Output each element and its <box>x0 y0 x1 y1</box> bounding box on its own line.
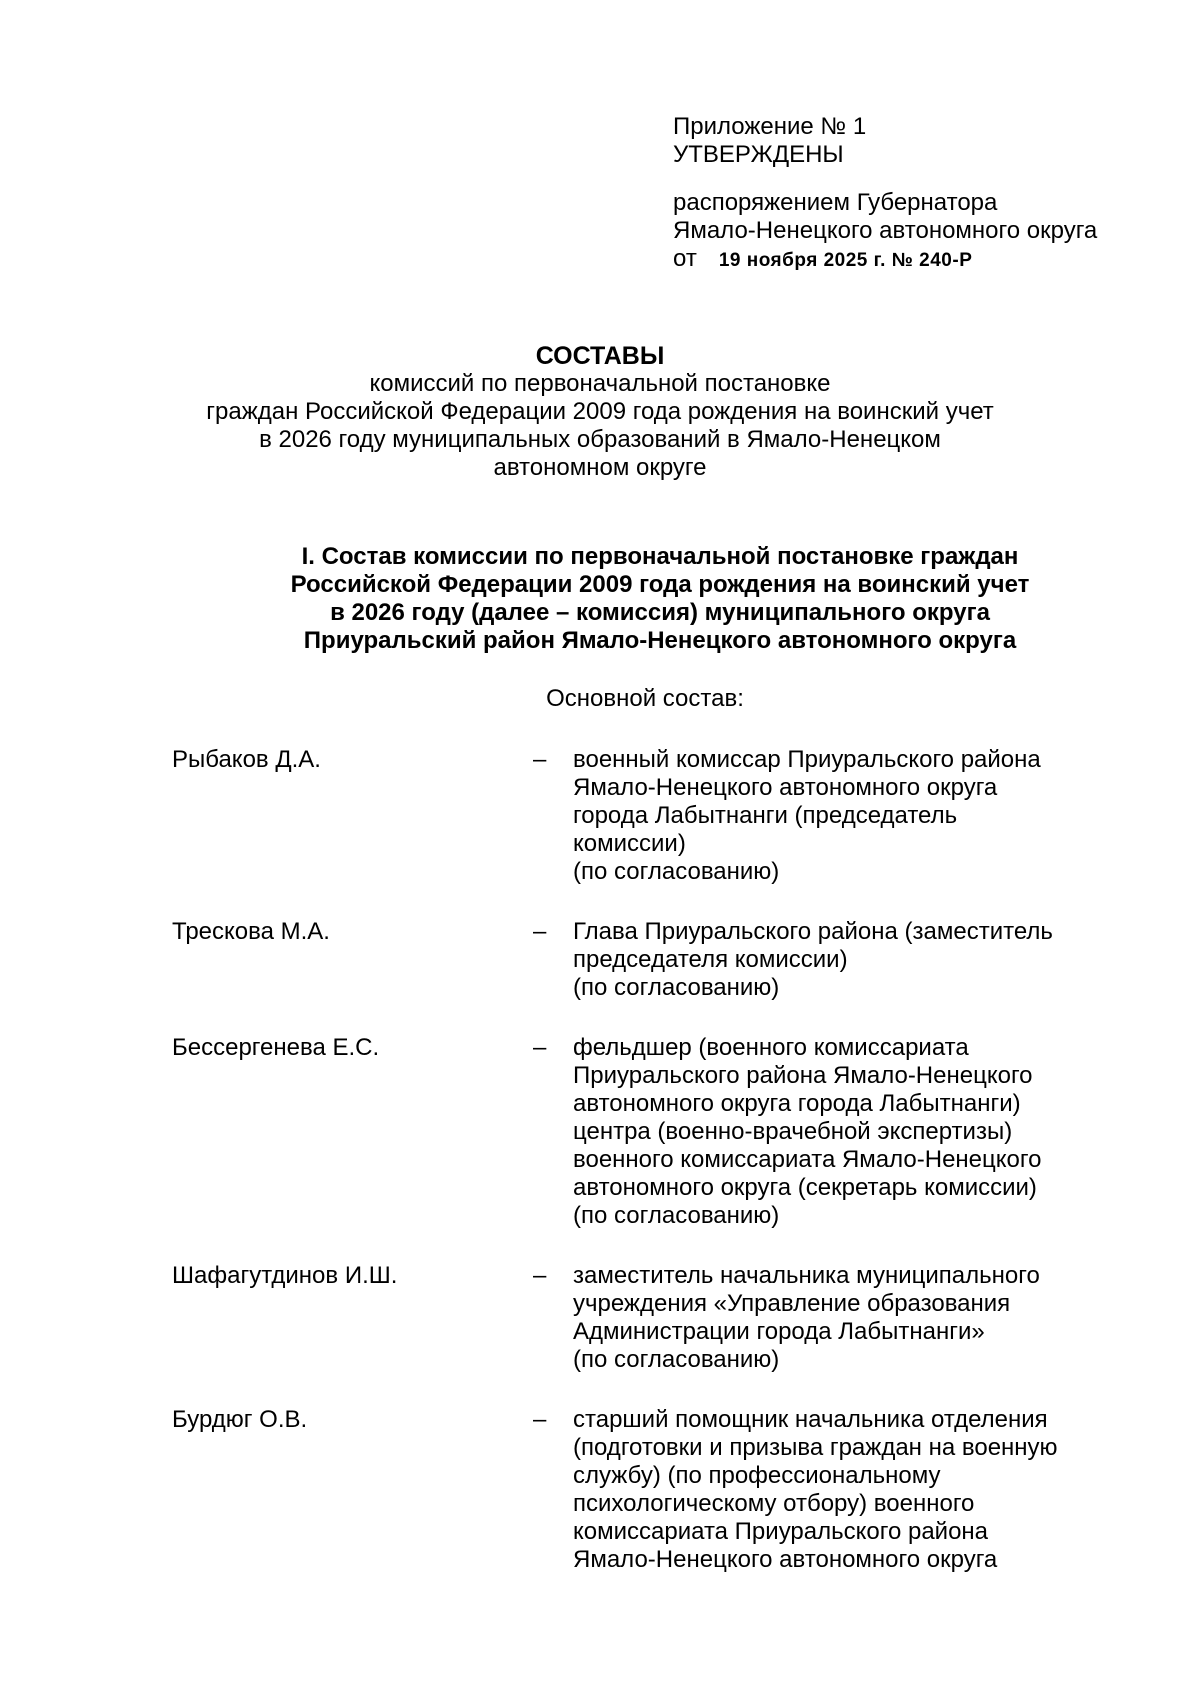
section-heading <box>0 543 1200 655</box>
role-line: военный комиссар Приуральского района <box>573 746 1041 773</box>
role-line: Ямало-Ненецкого автономного округа <box>573 774 998 801</box>
member-role <box>573 1262 1133 1374</box>
role-line: Приуральского района Ямало-Ненецкого <box>573 1062 1033 1089</box>
member-role <box>573 746 1133 886</box>
role-line: (подготовки и призыва граждан на военную <box>573 1434 1058 1461</box>
role-line: председателя комиссии) <box>573 946 848 973</box>
approval-authority: распоряжением Губернатора <box>673 189 998 216</box>
role-line: города Лабытнанги (председатель <box>573 802 958 829</box>
role-line: службу) (по профессиональному <box>573 1462 941 1489</box>
role-line: старший помощник начальника отделения <box>573 1406 1048 1433</box>
member-dash: – <box>533 1262 547 1289</box>
role-line: автономного округа города Лабытнанги) <box>573 1090 1021 1117</box>
section-heading-line: Приуральский район Ямало-Ненецкого автономного округа <box>303 627 1017 654</box>
approved-label: УТВЕРЖДЕНЫ <box>673 141 844 168</box>
role-line: заместитель начальника муниципального <box>573 1262 1040 1289</box>
approval-region: Ямало-Ненецкого автономного округа <box>673 217 1098 244</box>
appendix-number: Приложение № 1 <box>673 113 867 140</box>
section-heading-line: Российской Федерации 2009 года рождения на воинский учет <box>290 571 1030 598</box>
role-line: центра (военно-врачебной экспертизы) <box>573 1118 1013 1145</box>
role-line: (по согласованию) <box>573 974 780 1001</box>
role-line: комиссариата Приуральского района <box>573 1518 989 1545</box>
title-line: в 2026 году муниципальных образований в Ямало-Ненецком <box>259 426 941 453</box>
member-name: Бурдюг О.В. <box>172 1406 308 1433</box>
member-name: Рыбаков Д.А. <box>172 746 321 773</box>
role-line: (по согласованию) <box>573 858 780 885</box>
role-line: военного комиссариата Ямало-Ненецкого <box>573 1146 1042 1173</box>
approval-date-line <box>673 245 1097 275</box>
member-name: Трескова М.А. <box>172 918 330 945</box>
member-dash: – <box>533 746 547 773</box>
member-name: Бессергенева Е.С. <box>172 1034 380 1061</box>
section-heading-line: в 2026 году (далее – комиссия) муниципального округа <box>330 599 990 626</box>
member-dash: – <box>533 918 547 945</box>
title-line: комиссий по первоначальной постановке <box>369 370 831 397</box>
role-line: (по согласованию) <box>573 1346 780 1373</box>
document-title-block <box>0 342 1200 482</box>
member-dash: – <box>533 1406 547 1433</box>
date-stamp: 19 ноября 2025 г. № 240-Р <box>718 250 973 271</box>
member-role <box>573 1034 1133 1230</box>
section-heading-line: I. Состав комиссии по первоначальной постановке граждан <box>301 543 1019 570</box>
member-dash: – <box>533 1034 547 1061</box>
title-line: граждан Российской Федерации 2009 года рождения на воинский учет <box>206 398 994 425</box>
role-line: Глава Приуральского района (заместитель <box>573 918 1053 945</box>
role-line: учреждения «Управление образования <box>573 1290 1011 1317</box>
role-line: Ямало-Ненецкого автономного округа <box>573 1546 998 1573</box>
role-line: психологическому отбору) военного <box>573 1490 975 1517</box>
member-role <box>573 918 1133 1002</box>
role-line: автономного округа (секретарь комиссии) <box>573 1174 1037 1201</box>
approval-stamp <box>673 113 1097 275</box>
composition-label: Основной состав: <box>546 685 744 712</box>
date-prefix: от <box>673 245 697 272</box>
member-name: Шафагутдинов И.Ш. <box>172 1262 398 1289</box>
role-line: фельдшер (военного комиссариата <box>573 1034 969 1061</box>
role-line: Администрации города Лабытнанги» <box>573 1318 985 1345</box>
role-line: (по согласованию) <box>573 1202 780 1229</box>
role-line: комиссии) <box>573 830 686 857</box>
title-line: автономном округе <box>493 454 707 481</box>
approval-gap <box>673 169 1097 189</box>
member-role <box>573 1406 1133 1574</box>
document-title: СОСТАВЫ <box>535 342 665 370</box>
